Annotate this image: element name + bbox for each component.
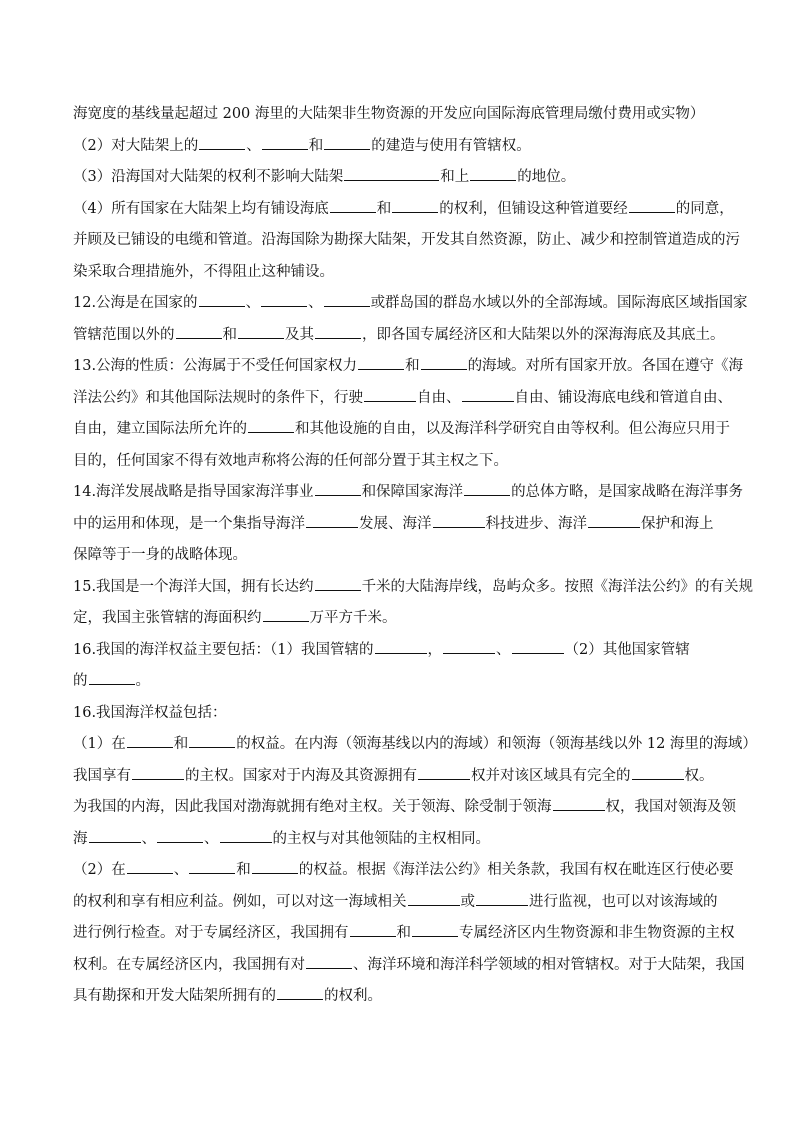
text-segment: 。 [135,673,150,689]
text-segment: 16.我国海洋权益包括： [73,704,227,721]
text-segment: 具有勘探和开发大陆架所拥有的 [73,988,276,1004]
text-line [73,603,723,635]
text-line [73,320,723,352]
fill-blank[interactable] [315,480,361,496]
text-segment: 和保障国家海洋 [361,484,464,500]
text-segment: 和 [376,200,392,217]
fill-blank[interactable] [238,323,284,339]
text-segment: 海宽度的基线量起超过 200 海里的大陆架非生物资源的开发应向国际海底管理局缴付费用或实物） [73,106,705,122]
text-segment: 的主权与对其他领陆的主权相同。 [272,830,490,847]
text-segment: 及其 [285,326,314,343]
text-line [73,351,744,383]
text-segment: （2）在 [73,862,126,878]
text-segment: 保护和海上 [641,515,714,532]
fill-blank[interactable] [375,638,427,654]
document-body [73,99,757,1013]
text-segment: 权利。在专属经济区内，我国拥有对 [73,956,305,973]
text-segment: 和 [308,137,324,154]
text-line [73,698,723,730]
fill-blank[interactable] [476,890,528,906]
text-line [73,855,734,887]
text-segment: 的同意， [675,200,734,217]
text-line [73,918,735,950]
text-segment: 和 [173,736,189,752]
fill-blank[interactable] [252,858,298,874]
text-line [73,887,723,919]
fill-blank[interactable] [189,858,235,874]
text-segment: （4）所有国家在大陆架上均有铺设海底 [73,200,329,217]
text-segment: ， [427,641,443,658]
text-segment: 或群岛国的群岛水域以外的全部海域。国际海底区域指国家 [370,295,748,311]
fill-blank[interactable] [412,921,458,937]
text-segment: 的权益。根据《海洋法公约》相关条款，我国有权在毗连区行使必要 [298,862,734,878]
fill-blank[interactable] [588,512,640,528]
fill-blank[interactable] [248,417,294,433]
text-segment: 12.公海是在国家的 [73,295,198,311]
text-segment: 13.公海的性质：公海属于不受任何国家权力 [73,358,358,374]
text-segment: 发展、海洋 [359,515,432,532]
text-segment: 的权利，但铺设这种管道要经 [439,200,628,217]
text-segment: 权，我国对领海及领 [605,799,736,815]
fill-blank[interactable] [315,323,361,339]
fill-blank[interactable] [632,764,684,780]
text-line [73,824,723,856]
text-segment: 的总体方略，是国家战略在海洋事务 [511,484,744,500]
text-line [73,950,745,982]
text-segment: 和其他设施的自由，以及海洋科学研究自由等权利。但公海应只用于 [295,421,730,437]
fill-blank[interactable] [392,197,438,213]
fill-blank[interactable] [89,669,135,685]
fill-blank[interactable] [157,827,203,843]
text-segment: 和 [236,862,251,878]
fill-blank[interactable] [127,858,173,874]
text-segment: 自由、铺设海底电线和管道自由、 [514,389,732,406]
text-segment: 14.海洋发展战略是指导国家海洋事业 [73,484,314,500]
text-line [73,666,723,698]
text-line [73,383,732,415]
fill-blank[interactable] [462,386,514,402]
fill-blank[interactable] [199,134,245,150]
text-segment: 自由、 [417,389,461,406]
fill-blank[interactable] [127,732,173,748]
text-segment: 海 [73,830,88,847]
text-line [73,572,754,604]
text-segment: 进行例行检查。对于专属经济区，我国拥有 [73,925,349,941]
text-segment: 染采取合理措施外，不得阻止这种铺设。 [73,263,334,280]
fill-blank[interactable] [364,386,416,402]
text-segment: 、 [204,830,219,847]
fill-blank[interactable] [350,921,396,937]
text-segment: 定，我国主张管辖的海面积约 [73,610,262,626]
text-segment: （1）在 [73,736,126,752]
fill-blank[interactable] [189,732,235,748]
fill-blank[interactable] [262,134,308,150]
text-segment: 并顾及已铺设的电缆和管道。沿海国除为勘探大陆架，开发其自然资源，防止、减少和控制管道造成的污 [73,232,740,248]
fill-blank[interactable] [261,291,307,307]
fill-blank[interactable] [277,984,323,1000]
fill-blank[interactable] [263,606,309,622]
text-segment: 权并对该区域具有完全的 [471,767,631,784]
text-segment: 15.我国是一个海洋大国，拥有长达约 [73,578,314,595]
text-segment: 和上 [440,169,470,185]
text-segment: 16.我国的海洋权益主要包括：（1）我国管辖的 [73,641,374,658]
fill-blank[interactable] [176,323,222,339]
text-segment: 自由，建立国际法所允许的 [73,421,247,437]
text-segment: 的地位。 [517,169,576,185]
text-segment: 的 [73,673,88,689]
text-segment: 的权利。 [324,988,382,1004]
text-segment: 和 [405,358,420,374]
fill-blank[interactable] [324,291,370,307]
text-segment: （2）对大陆架上的 [73,137,199,154]
text-line [73,194,734,226]
fill-blank[interactable] [470,165,516,181]
text-line [73,635,723,667]
fill-blank[interactable] [344,165,439,181]
text-segment: （2）其他国家管辖 [564,641,690,658]
fill-blank[interactable] [89,827,141,843]
fill-blank[interactable] [443,638,495,654]
text-line [73,131,723,163]
text-segment: 科技进步、海洋 [485,515,587,532]
text-segment: ，即各国专属经济区和大陆架以外的深海海底及其底土。 [362,326,725,343]
text-line [73,162,723,194]
fill-blank[interactable] [358,354,404,370]
text-line [73,446,723,478]
fill-blank[interactable] [306,953,352,969]
fill-blank[interactable] [132,764,184,780]
text-segment: 和 [222,326,237,343]
fill-blank[interactable] [324,134,370,150]
text-segment: 为我国的内海，因此我国对渤海就拥有绝对主权。关于领海、除受制于领海 [73,799,552,815]
text-line [73,761,723,793]
text-segment: 洋法公约》和其他国际法规时的条件下，行驶 [73,389,363,406]
text-segment: 或 [460,893,475,910]
fill-blank[interactable] [306,512,358,528]
text-line [73,288,748,320]
fill-blank[interactable] [433,512,485,528]
fill-blank[interactable] [421,354,467,370]
text-segment: 千米的大陆海岸线，岛屿众多。按照《海洋法公约》的有关规 [361,578,754,595]
text-segment: 管辖范围以外的 [73,326,175,343]
text-segment: 、 [496,641,511,658]
text-segment: 保障等于一身的战略体现。 [73,547,247,563]
text-segment: 我国享有 [73,767,131,784]
text-segment: 和 [396,925,411,941]
text-line [73,225,740,257]
text-segment: 的权利和享有相应利益。例如，可以对这一海域相关 [73,893,407,910]
text-line [73,477,744,509]
text-segment: 、 [141,830,156,847]
text-segment: 的主权。国家对于内海及其资源拥有 [185,767,417,784]
fill-blank[interactable] [220,827,272,843]
text-line [73,540,723,572]
text-line [73,729,757,761]
text-segment: 万平方千米。 [309,610,397,626]
text-line [73,792,736,824]
text-segment: 权。 [684,767,714,784]
text-line [73,99,723,131]
text-line [73,981,723,1013]
text-segment: 的建造与使用有管辖权。 [371,137,531,154]
fill-blank[interactable] [464,480,510,496]
text-segment: （3）沿海国对大陆架的权利不影响大陆架 [73,169,344,185]
text-line [73,257,723,289]
text-segment: 、 [245,295,261,311]
fill-blank[interactable] [408,890,460,906]
text-segment: 的海域。对所有国家开放。各国在遵守《海 [467,358,744,374]
fill-blank[interactable] [418,764,470,780]
text-segment: 进行监视，也可以对该海域的 [529,893,718,910]
text-segment: 中的运用和体现，是一个集指导海洋 [73,515,305,532]
text-line [73,414,730,446]
text-segment: 、 [246,137,261,154]
fill-blank[interactable] [199,291,245,307]
text-segment: 、海洋环境和海洋科学领域的相对管辖权。对于大陆架，我国 [353,956,745,973]
text-segment: 目的，任何国家不得有效地声称将公海的任何部分置于其主权之下。 [73,452,508,469]
fill-blank[interactable] [315,575,361,591]
fill-blank[interactable] [553,795,605,811]
fill-blank[interactable] [629,197,675,213]
text-segment: 专属经济区内生物资源和非生物资源的主权 [459,925,735,941]
text-segment: 、 [173,862,189,878]
text-line [73,509,723,541]
text-segment: 的权益。在内海（领海基线以内的海域）和领海（领海基线以外 12 海里的海域） [236,736,757,752]
text-segment: 、 [308,295,323,311]
fill-blank[interactable] [330,197,376,213]
fill-blank[interactable] [512,638,564,654]
